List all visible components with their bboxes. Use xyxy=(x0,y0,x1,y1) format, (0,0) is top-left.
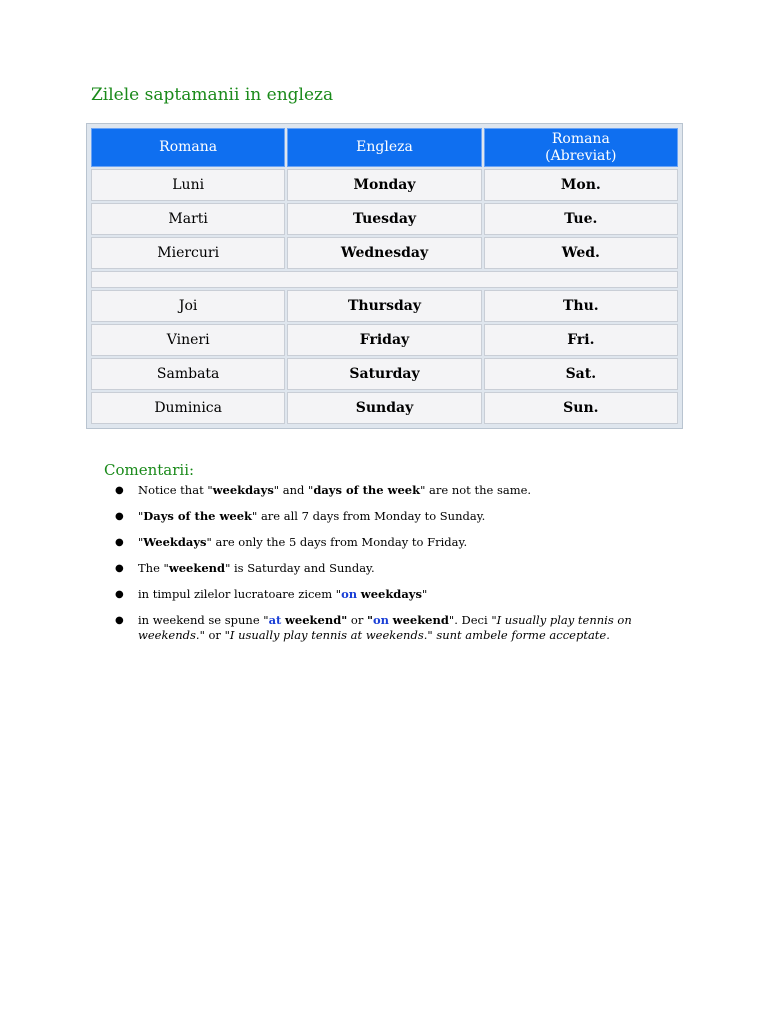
comment-text-part: weekend xyxy=(392,613,449,627)
comment-text-part: or xyxy=(347,613,367,627)
days-table-grid xyxy=(89,126,680,426)
comment-text-part: " xyxy=(421,587,428,601)
page-title: Zilele saptamanii in engleza xyxy=(91,85,334,105)
comment-text-part: ". Deci xyxy=(448,613,492,627)
comment-text-part: weekdays xyxy=(212,483,274,497)
day-romanian-cell: Marti xyxy=(91,203,285,235)
comment-text-part: " or xyxy=(199,628,225,642)
comments-list xyxy=(104,483,684,643)
comments-section xyxy=(104,461,684,654)
table-row xyxy=(91,203,678,235)
table-row xyxy=(91,358,678,390)
day-english-cell: Tuesday xyxy=(287,203,481,235)
comment-text-part: weekend" xyxy=(285,613,348,627)
comment-text-part: " are only the 5 days from Monday to Friday. xyxy=(206,535,468,549)
comment-item xyxy=(104,561,684,576)
bullet-icon: ● xyxy=(115,537,124,548)
comment-text-part: The " xyxy=(138,561,169,575)
day-romanian-cell: Duminica xyxy=(91,392,285,424)
comment-item xyxy=(104,509,684,524)
day-abbreviation-cell: Tue. xyxy=(484,203,678,235)
day-romanian-cell: Miercuri xyxy=(91,237,285,269)
table-row xyxy=(91,392,678,424)
comment-text-part: at xyxy=(268,613,282,627)
comment-text-part: Days of the week xyxy=(143,509,252,523)
bullet-icon: ● xyxy=(115,511,124,522)
table-row xyxy=(91,290,678,322)
day-english-cell: Wednesday xyxy=(287,237,481,269)
comment-text-part: "I usually play tennis at weekends." sunt ambele forme acceptate. xyxy=(224,628,610,642)
column-header-romana: Romana xyxy=(91,128,285,167)
column-header-engleza: Engleza xyxy=(287,128,481,167)
day-abbreviation-cell: Fri. xyxy=(484,324,678,356)
comment-text-part: in timpul zilelor lucratoare zicem " xyxy=(138,587,342,601)
day-abbreviation-cell: Sun. xyxy=(484,392,678,424)
comment-text-part: on xyxy=(341,587,358,601)
comment-text-part: Weekdays xyxy=(143,535,207,549)
comment-text-part: " and " xyxy=(273,483,314,497)
days-table xyxy=(86,123,683,429)
comment-text-part: " are not the same. xyxy=(420,483,532,497)
comment-item xyxy=(104,483,684,498)
comment-text-part: " xyxy=(138,535,144,549)
comment-text-part: in weekend se spune " xyxy=(138,613,269,627)
table-row xyxy=(91,169,678,201)
day-english-cell: Saturday xyxy=(287,358,481,390)
day-abbreviation-cell: Thu. xyxy=(484,290,678,322)
day-abbreviation-cell: Mon. xyxy=(484,169,678,201)
day-english-cell: Sunday xyxy=(287,392,481,424)
comment-text-part: Notice that " xyxy=(138,483,213,497)
table-spacer-cell xyxy=(91,271,678,288)
comment-text-part: weekend xyxy=(168,561,226,575)
day-english-cell: Monday xyxy=(287,169,481,201)
day-english-cell: Thursday xyxy=(287,290,481,322)
comment-text-part: " xyxy=(138,509,144,523)
column-header-romana-abreviat-line2: (Abreviat) xyxy=(545,147,617,164)
days-table-body xyxy=(91,169,678,424)
comment-item xyxy=(104,535,684,550)
day-romanian-cell: Luni xyxy=(91,169,285,201)
comment-text-part: weekdays xyxy=(360,587,422,601)
column-header-romana-abreviat-line1: Romana xyxy=(551,130,610,147)
comment-text-part: " xyxy=(366,613,373,627)
bullet-icon: ● xyxy=(115,589,124,600)
comment-text-part: "I usually play tennis on weekends. xyxy=(138,613,632,642)
comment-text-part: " is Saturday and Sunday. xyxy=(225,561,375,575)
day-english-cell: Friday xyxy=(287,324,481,356)
table-row xyxy=(91,324,678,356)
day-abbreviation-cell: Wed. xyxy=(484,237,678,269)
comment-text-part: on xyxy=(372,613,390,627)
comment-item xyxy=(104,587,684,602)
comments-title: Comentarii: xyxy=(104,461,195,479)
day-romanian-cell: Sambata xyxy=(91,358,285,390)
day-romanian-cell: Joi xyxy=(91,290,285,322)
column-header-romana-abreviat xyxy=(484,128,678,167)
bullet-icon: ● xyxy=(115,485,124,496)
table-spacer-row xyxy=(91,271,678,288)
day-abbreviation-cell: Sat. xyxy=(484,358,678,390)
comment-text-part: days of the week xyxy=(313,483,421,497)
comment-item xyxy=(104,613,684,643)
comment-text-part: " are all 7 days from Monday to Sunday. xyxy=(252,509,486,523)
table-header-row xyxy=(91,128,678,167)
bullet-icon: ● xyxy=(115,615,124,626)
day-romanian-cell: Vineri xyxy=(91,324,285,356)
bullet-icon: ● xyxy=(115,563,124,574)
table-row xyxy=(91,237,678,269)
